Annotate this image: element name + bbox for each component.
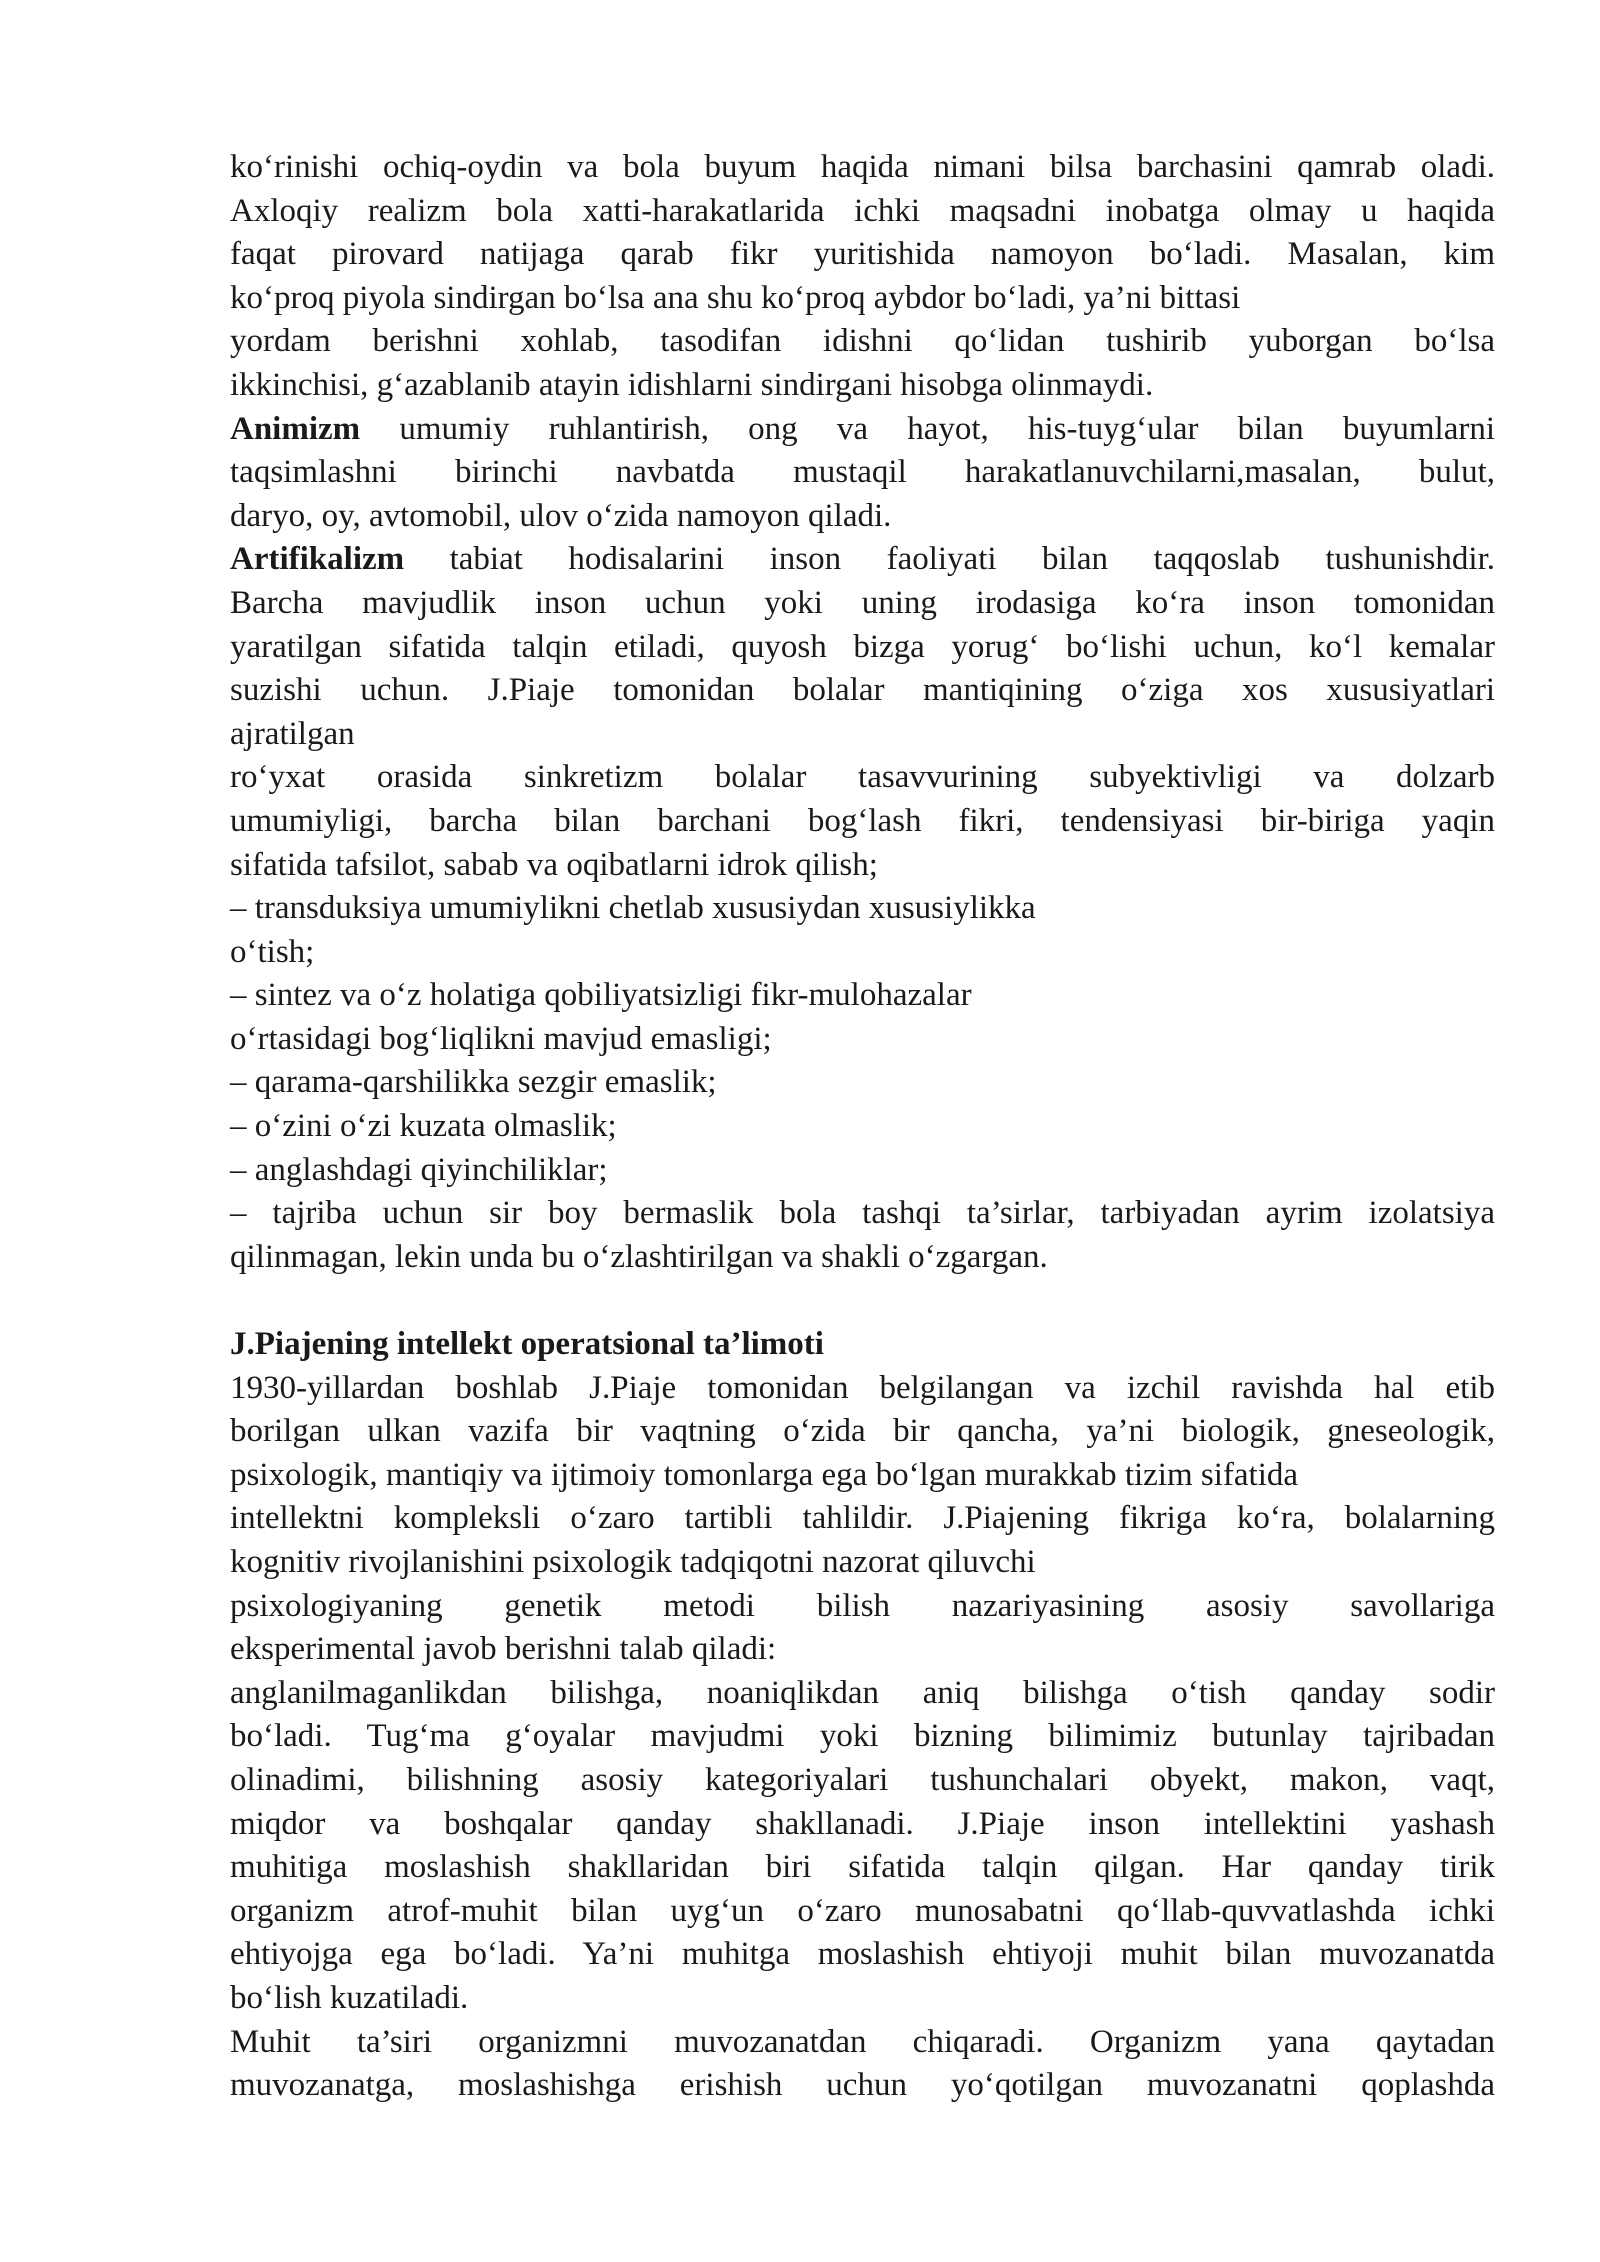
text-run: tabiat hodisalarini inson faoliyati bilan taqqoslab tushunishdir. <box>404 541 1495 578</box>
term-artificialism: Artifikalizm <box>230 541 405 578</box>
paragraph-genetic-method <box>230 1585 1495 1672</box>
heading-text <box>230 1323 1495 1367</box>
list-item-continuation: o‘tish; <box>230 933 315 970</box>
text-line: Axloqiy realizm bola xatti-harakatlarida ichki maqsadni inobatga olmay u haqida <box>230 192 1495 229</box>
list-item-continuation: qilinmagan, lekin unda bu o‘zlashtirilgan va shakli o‘zgargan. <box>230 1238 1048 1275</box>
text-line: taqsimlashni birinchi navbatda mustaqil harakatlanuvchilarni,masalan, bulut, <box>230 454 1495 491</box>
paragraph-environment <box>230 2021 1495 2108</box>
paragraph-intro <box>230 1367 1495 1585</box>
paragraph-artificialism <box>230 538 1495 756</box>
text-line <box>230 408 1495 452</box>
text-line: miqdor va boshqalar qanday shakllanadi. J.Piaje inson intellektini yashash <box>230 1805 1495 1842</box>
text-line: ikkinchisi, g‘azablanib atayin idishlarni sindirgani hisobga olinmaydi. <box>230 366 1154 403</box>
list-item: – anglashdagi qiyinchiliklar; <box>230 1151 608 1188</box>
text-line: Muhit ta’siri organizmni muvozanatdan chiqaradi. Organizm yana qaytadan <box>230 2023 1495 2060</box>
text-line: ko‘rinishi ochiq-oydin va bola buyum haqida nimani bilsa barchasini qamrab oladi. <box>230 149 1495 185</box>
text-line: faqat pirovard natijaga qarab fikr yuritishida namoyon bo‘ladi. Masalan, kim <box>230 236 1495 273</box>
text-line: borilgan ulkan vazifa bir vaqtning o‘zida bir qancha, ya’ni biologik, gneseologik, <box>230 1413 1495 1450</box>
text-line: sifatida tafsilot, sabab va oqibatlarni idrok qilish; <box>230 846 878 883</box>
text-line: yordam berishni xohlab, tasodifan idishni qo‘lidan tushirib yuborgan bo‘lsa <box>230 323 1495 360</box>
list-item: – transduksiya umumiylikni chetlab xususiydan xususiylikka <box>230 890 1036 927</box>
text-line: eksperimental javob berishni talab qiladi: <box>230 1631 777 1668</box>
text-line: 1930-yillardan boshlab J.Piaje tomonidan belgilangan va izchil ravishda hal etib <box>230 1369 1495 1406</box>
features-list <box>230 887 1495 1279</box>
list-item-continuation: o‘rtasidagi bog‘liqlikni mavjud emasligi; <box>230 1020 772 1057</box>
text-line: ajratilgan <box>230 715 355 752</box>
text-line: psixologik, mantiqiy va ijtimoiy tomonlarga ega bo‘lgan murakkab tizim sifatida <box>230 1456 1299 1493</box>
text-line: muhitiga moslashish shakllaridan biri sifatida talqin qilgan. Har qanday tirik <box>230 1849 1495 1886</box>
text-line <box>230 538 1495 582</box>
heading-bold: J.Piajening intellekt operatsional ta’limoti <box>230 1326 824 1363</box>
list-item: – sintez va o‘z holatiga qobiliyatsizligi fikr-mulohazalar <box>230 977 972 1014</box>
text-line: intellektni kompleksli o‘zaro tartibli tahlildir. J.Piajening fikriga ko‘ra, bolalarning <box>230 1500 1495 1537</box>
text-run: umumiy ruhlantirish, ong va hayot, his-tuyg‘ular bilan buyumlarni <box>360 410 1495 447</box>
list-item: – qarama-qarshilikka sezgir emaslik; <box>230 1064 717 1101</box>
text-line: anglanilmaganlikdan bilishga, noaniqlikdan aniq bilishga o‘tish qanday sodir <box>230 1674 1495 1711</box>
text-line: psixologiyaning genetik metodi bilish nazariyasining asosiy savollariga <box>230 1587 1495 1624</box>
blank-line <box>230 1279 1495 1323</box>
text-line: kognitiv rivojlanishini psixologik tadqiqotni nazorat qiluvchi <box>230 1544 1036 1580</box>
paragraph-questions <box>230 1672 1495 2021</box>
text-line: umumiyligi, barcha bilan barchani bog‘lash fikri, tendensiyasi bir-biriga yaqin <box>230 802 1495 839</box>
paragraph-syncretism <box>230 756 1495 887</box>
text-line: bo‘lish kuzatiladi. <box>230 1979 469 2016</box>
paragraph-moral-realism <box>230 146 1495 408</box>
text-line: bo‘ladi. Tug‘ma g‘oyalar mavjudmi yoki bizning bilimimiz butunlay tajribadan <box>230 1718 1495 1755</box>
text-line: daryo, oy, avtomobil, ulov o‘zida namoyon qiladi. <box>230 497 892 534</box>
text-line: yaratilgan sifatida talqin etiladi, quyosh bizga yorug‘ bo‘lishi uchun, ko‘l kemalar <box>230 628 1495 665</box>
list-item: – tajriba uchun sir boy bermaslik bola tashqi ta’sirlar, tarbiyadan ayrim izolatsiya <box>230 1195 1495 1232</box>
text-line: ehtiyojga ega bo‘ladi. Ya’ni muhitga moslashish ehtiyoji muhit bilan muvozanatda <box>230 1936 1495 1973</box>
section-heading <box>230 1323 1495 1367</box>
text-line: ko‘proq piyola sindirgan bo‘lsa ana shu ko‘proq aybdor bo‘ladi, ya’ni bittasi <box>230 279 1241 316</box>
text-line: muvozanatga, moslashishga erishish uchun yo‘qotilgan muvozanatni qoplashda <box>230 2067 1495 2104</box>
text-line: Barcha mavjudlik inson uchun yoki uning irodasiga ko‘ra inson tomonidan <box>230 584 1495 621</box>
text-line: suzishi uchun. J.Piaje tomonidan bolalar mantiqining o‘ziga xos xususiyatlari <box>230 672 1495 709</box>
text-line: ro‘yxat orasida sinkretizm bolalar tasavvurining subyektivligi va dolzarb <box>230 759 1495 796</box>
document-page <box>230 146 1495 2108</box>
text-line: organizm atrof-muhit bilan uyg‘un o‘zaro munosabatni qo‘llab-quvvatlashda ichki <box>230 1892 1495 1929</box>
list-item: – o‘zini o‘zi kuzata olmaslik; <box>230 1108 617 1145</box>
paragraph-animism <box>230 408 1495 539</box>
term-animism: Animizm <box>230 410 361 447</box>
text-line: olinadimi, bilishning asosiy kategoriyalari tushunchalari obyekt, makon, vaqt, <box>230 1761 1495 1798</box>
